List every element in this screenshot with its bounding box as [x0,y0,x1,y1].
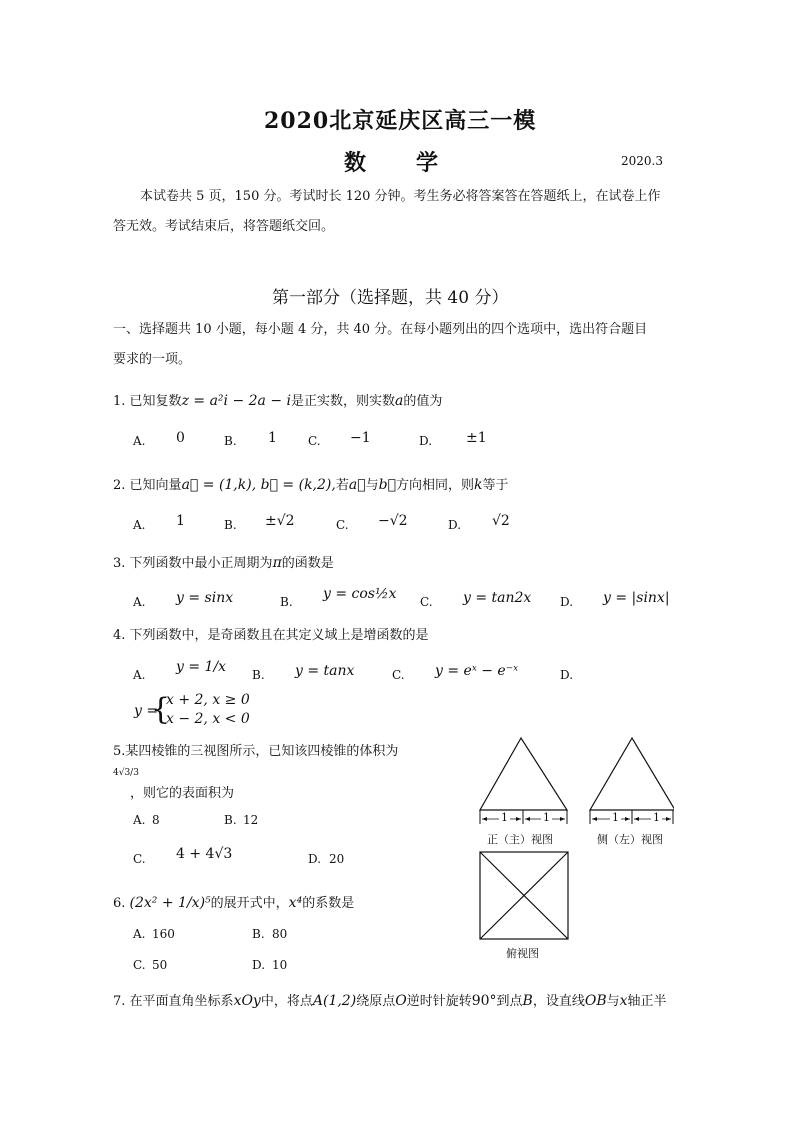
q5-text: 某四棱锥的三视图所示，已知该四棱锥的体积为 [125,744,399,759]
question-5 [113,740,398,759]
q4-option-a-label: A. [133,668,146,682]
q3-option-d-label: D. [560,595,574,609]
q7-text-f: ，设直线 [532,994,585,1009]
q2-option-c-label: C. [336,518,349,532]
q5-volume: 4√3/3 [113,768,139,778]
intro-line-1: 本试卷共 5 页，150 分。考试时长 120 分钟。考生务必将答案答在答题纸上，在试卷上作 [140,189,661,204]
q3-option-b-label: B. [280,595,293,609]
page-title: 2020北京延庆区高三一模 [264,108,537,134]
q2-option-a-value: 1 [176,513,185,529]
q1-option-b-value: 1 [268,430,277,446]
q7-x: x [619,993,628,1009]
q3-option-d-value: y = |sinx| [603,590,670,606]
q2-vector-a: a⃗ [348,477,366,493]
q5-option-d-value: 20 [329,852,345,866]
q5-option-a-label: A. [133,813,146,827]
q2-text-d: 方向相同，则 [395,478,474,493]
q7-point-a: A(1,2) [312,993,357,1009]
q4-option-c-value: y = eˣ − e⁻ˣ [435,663,519,679]
q6-text-a: 的展开式中， [210,896,289,911]
q6-option-c-value: 50 [152,958,168,972]
q2-option-d-label: D. [448,518,462,532]
q7-number: 7. [113,994,126,1009]
question-2 [113,474,509,493]
q1-text-c: 的值为 [403,394,443,409]
q4-option-b-label: B. [252,668,265,682]
q4-option-c-label: C. [392,668,405,682]
q3-text-a: 下列函数中最小正周期为 [129,556,273,571]
q1-text-b: 是正实数，则实数 [291,394,396,409]
q7-text-b: 中，将点 [260,994,313,1009]
front-dim-right: 1 [543,811,550,824]
q5-option-b-label: B. [224,813,237,827]
q6-option-b-label: B. [252,927,265,941]
q5-option-c-label: C. [133,852,146,866]
q6-text-b: 的系数是 [302,896,355,911]
q3-option-c-value: y = tan2x [463,590,532,606]
q2-option-a-label: A. [133,518,146,532]
q3-option-c-label: C. [420,595,433,609]
intro-line-2: 答无效。考试结束后，将答题纸交回。 [113,219,335,234]
q1-option-a-value: 0 [176,430,185,446]
q2-number: 2. [113,478,126,493]
q1-text-a: 已知复数 [129,394,182,409]
q2-expression: a⃗ = (1,k), b⃗ = (k,2), [181,477,336,493]
q7-origin: O [395,993,407,1009]
q4-d-brace: { [151,692,171,727]
q7-line-ob: OB [584,993,607,1009]
q1-expression: z = a²i − 2a − i [181,393,291,409]
q2-option-d-value: √2 [492,513,510,529]
q3-option-a-value: y = sinx [176,590,234,606]
q1-number: 1. [113,394,126,409]
q7-text-c: 绕原点 [356,994,396,1009]
subject-title: 数 学 [344,150,441,176]
q4-d-piece-2: x − 2, x < 0 [166,711,250,727]
q3-option-b-value: y = cos½x [323,586,397,602]
q4-option-a-value: y = 1/x [176,659,227,675]
q6-number: 6. [113,896,126,911]
q6-option-a-value: 160 [152,927,175,941]
q7-text-e: 到点 [496,994,523,1009]
question-3 [113,552,334,571]
q6-term: x⁴ [288,895,303,911]
q3-pi: π [272,555,282,571]
front-view-caption: 正（主）视图 [487,833,553,846]
q1-option-c-label: C. [308,434,321,448]
q4-option-d-label: D. [560,668,574,682]
q2-option-b-value: ±√2 [265,513,295,529]
q1-option-d-value: ±1 [466,430,487,446]
question-7 [113,990,667,1009]
q6-option-d-label: D. [252,958,266,972]
q4-number: 4. [113,628,126,643]
side-dim-right: 1 [653,811,660,824]
top-view [480,852,568,939]
section-heading: 第一部分（选择题，共 40 分） [272,288,509,308]
q4-d-piece-1: x + 2, x ≥ 0 [166,692,250,708]
q3-option-a-label: A. [133,595,146,609]
question-1 [113,390,442,409]
q2-option-b-label: B. [224,518,237,532]
q1-option-a-label: A. [133,434,146,448]
q6-option-b-value: 80 [272,927,288,941]
q7-degree: 90° [471,993,497,1009]
exam-date: 2020.3 [621,154,663,168]
q2-option-c-value: −√2 [378,513,408,529]
q5-option-a-value: 8 [152,813,160,827]
q6-option-d-value: 10 [272,958,288,972]
q3-number: 3. [113,556,126,571]
q7-point-b: B [522,993,533,1009]
top-view-caption: 俯视图 [506,947,539,960]
q5-option-b-value: 12 [243,813,259,827]
q2-text-a: 已知向量 [129,478,182,493]
q7-system: xOy [233,993,261,1009]
instruction-line-1: 一、选择题共 10 小题，每小题 4 分，共 40 分。在每小题列出的四个选项中，选出符合题目 [113,322,648,337]
question-4 [113,624,429,643]
q5-text-2: ，则它的表面积为 [130,786,235,801]
side-view-caption: 侧（左）视图 [597,833,663,846]
q1-option-d-label: D. [419,434,433,448]
q7-text-a: 在平面直角坐标系 [129,994,234,1009]
q3-text-b: 的函数是 [281,556,334,571]
q6-option-c-label: C. [133,958,146,972]
q7-text-g: 与 [606,994,620,1009]
front-dim-left: 1 [501,811,508,824]
front-view [480,738,567,824]
q5-option-d-label: D. [308,852,322,866]
q2-vector-b: b⃗ [378,477,396,493]
q4-text: 下列函数中，是奇函数且在其定义域上是增函数的是 [129,628,429,643]
q1-var: a [395,393,404,409]
instruction-line-2: 要求的一项。 [113,352,192,367]
q6-expression: (2x² + 1/x)⁵ [129,895,211,911]
q6-option-a-label: A. [133,927,146,941]
q7-text-h: 轴正半 [627,994,667,1009]
q4-option-b-value: y = tanx [295,663,355,679]
q2-text-b: 若 [335,478,349,493]
q4-d-y: y = [134,703,159,719]
q2-k: k [474,477,483,493]
q1-option-b-label: B. [224,434,237,448]
q5-number: 5. [113,744,126,759]
q2-text-e: 等于 [482,478,509,493]
side-dim-left: 1 [612,811,619,824]
q7-text-d: 逆时针旋转 [406,994,472,1009]
question-6 [113,892,354,911]
q5-option-c-value: 4 + 4√3 [176,846,233,862]
q2-text-c: 与 [365,478,379,493]
q1-option-c-value: −1 [350,430,371,446]
